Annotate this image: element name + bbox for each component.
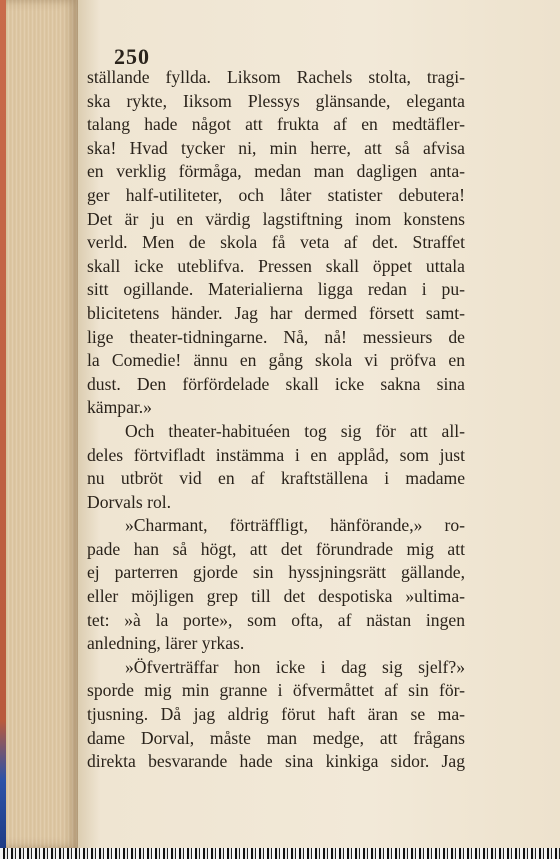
text-line: dust. Den förfördelade skall icke sakna sina (87, 373, 465, 394)
text-line: skall icke uteblifva. Pressen skall öppet uttala (87, 255, 465, 276)
text-line: kämpar.» (87, 397, 152, 418)
page-text (87, 66, 465, 774)
text-line: ska! Hvad tycker ni, min herre, att så afvisa (87, 137, 465, 158)
text-line: ställande fyllda. Liksom Rachels stolta, tragi- (87, 67, 465, 87)
text-line: talang hade något att frukta af en medtäfler- (87, 114, 465, 135)
text-line: deles förtvifladt instämma i en applåd, som just (87, 444, 465, 465)
text-line: ska rykte, Iiksom Plessys glänsande, eleganta (87, 90, 465, 111)
text-line: direkta besvarande hade sina kinkiga sidor. Jag (87, 751, 465, 772)
text-line: en verklig förmåga, medan man dagligen anta- (87, 161, 465, 182)
text-line: blicitetens händer. Jag har dermed försett samt- (87, 302, 465, 323)
text-line: tet: »à la porte», som ofta, af nästan ingen (87, 609, 465, 630)
text-line: pade han så högt, att det förundrade mig att (87, 538, 465, 559)
text-line: dame Dorval, måste man medge, att frågans (87, 727, 465, 748)
page-number: 250 (114, 44, 150, 69)
text-line: verld. Men de skola få veta af det. Straffet (87, 232, 465, 253)
text-line: »Charmant, förträffligt, hänförande,» ro- (125, 515, 465, 536)
text-line: Och theater-habituéen tog sig för att all- (125, 420, 465, 441)
text-line: la Comedie! ännu en gång skola vi pröfva en (87, 350, 465, 371)
text-line: tjusning. Då jag aldrig förut haft äran se ma- (87, 704, 465, 725)
page-edges (0, 0, 78, 848)
text-line: Det är ju en värdig lagstiftning inom konstens (87, 208, 465, 229)
text-line: sitt ogillande. Materialierna ligga redan i pu- (87, 279, 465, 300)
text-line: nu utbröt vid en af kraftställena i madame (87, 468, 465, 489)
text-line: Dorvals rol. (87, 491, 172, 512)
text-line: ger half-utiliteter, och låter statister debutera! (87, 184, 465, 205)
text-line: anledning, lärer yrkas. (87, 633, 245, 654)
text-line: eller möjligen grep till det despotiska »ultima- (87, 586, 465, 607)
scan-calibration-strip (0, 848, 560, 859)
text-line: ej parterren gjorde sin hyssjningsrätt gällande, (87, 562, 465, 583)
text-line: lige theater-tidningarne. Nå, nå! messieurs de (87, 326, 465, 347)
text-line: sporde mig min granne i öfvermåttet af sin för- (87, 680, 465, 701)
book-spine (0, 0, 6, 848)
text-line: »Öfverträffar hon icke i dag sig sjelf?» (125, 656, 465, 677)
